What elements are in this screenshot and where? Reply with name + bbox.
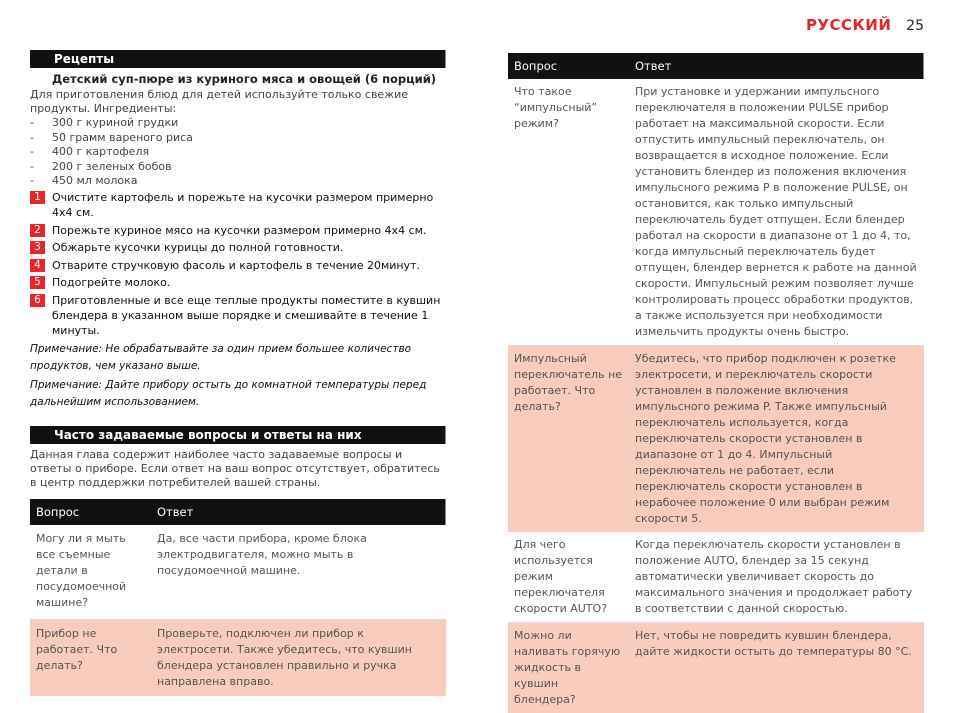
faq-table-left — [30, 499, 446, 696]
ingredient-item: - 400 г картофеля — [30, 145, 446, 159]
recipe-step: 5 Подогрейте молоко. — [30, 275, 446, 290]
step-number: 2 — [30, 224, 45, 237]
recipes-heading: Рецепты — [30, 50, 446, 68]
faq-header-row — [30, 499, 446, 525]
faq-answer: При установке и удержании импульсного переключателя в положении PULSE прибор работает на максимальной скорости. Если отпустить импульсный переключатель, он возвращается в исходное положение. Если установить блендер из положения включения импульсного режима P в положение PULSE, он остановится, как только импульсный переключатель будет отпущен. Если блендер работал на скорости в диапазоне от 1 до 4, то, когда импульсный переключатель будет отпущен, блендер вернется к работе на данной скорости. Импульсный режим позволяет лучше контролировать процесс обработки продуктов, а также используется при необходимости измельчить продукты очень быстро. — [629, 79, 924, 346]
faq-answer: Нет, чтобы не повредить кувшин блендера, дайте жидкости остыть до температуры 80 °C. — [629, 623, 924, 713]
ingredient-item: - 450 мл молока — [30, 174, 446, 188]
faq-question: Могу ли я мыть все съемные детали в посудомоечной машине? — [30, 525, 151, 620]
faq-row — [30, 525, 446, 620]
ingredient-item: - 300 г куриной грудки — [30, 116, 446, 130]
faq-header-row — [508, 53, 924, 79]
step-number: 1 — [30, 191, 45, 204]
recipe-step: 1 Очистите картофель и порежьте на кусочки размером примерно 4x4 см. — [30, 190, 446, 220]
recipe-step: 3 Обжарьте кусочки курицы до полной готовности. — [30, 240, 446, 255]
faq-answer: Когда переключатель скорости установлен в положение AUTO, блендер за 15 секунд автоматически увеличивает скорость до максимального значения и продолжает работу в соответствии с данной скоростью. — [629, 532, 924, 623]
answer-column-header: Ответ — [629, 53, 924, 79]
recipe-step: 2 Порежьте куриное мясо на кусочки размером примерно 4x4 см. — [30, 223, 446, 238]
faq-row — [30, 619, 446, 696]
step-number: 3 — [30, 241, 45, 254]
faq-question: Можно ли наливать горячую жидкость в кувшин блендера? — [508, 623, 629, 713]
faq-question: Прибор не работает. Что делать? — [30, 619, 151, 696]
faq-answer: Проверьте, подключен ли прибор к электросети. Также убедитесь, что кувшин блендера установлен правильно и ручка направлена вправо. — [151, 619, 446, 696]
faq-question: Для чего используется режим переключателя скорости AUTO? — [508, 532, 629, 623]
faq-answer: Убедитесь, что прибор подключен к розетке электросети, и переключатель скорости установлен в положение включения импульсного режима P. Также импульсный переключатель используется, когда переключатель скорости установлен в диапазоне от 1 до 4. Импульсный переключатель не работает, если переключатель скорости установлен в нерабочее положение 0 или выбран режим скорости 5. — [629, 346, 924, 533]
faq-heading: Часто задаваемые вопросы и ответы на них — [30, 426, 446, 444]
ingredient-item: - 200 г зеленых бобов — [30, 160, 446, 174]
faq-row — [508, 532, 924, 623]
faq-question: Импульсный переключатель не работает. Что делать? — [508, 346, 629, 533]
faq-table-right — [508, 53, 924, 713]
question-column-header: Вопрос — [30, 499, 151, 525]
recipe-step: 4 Отварите стручковую фасоль и картофель в течение 20минут. — [30, 258, 446, 273]
faq-question: Что такое “импульсный” режим? — [508, 79, 629, 346]
faq-intro: Данная глава содержит наиболее часто задаваемые вопросы и ответы о приборе. Если ответ на ваш вопрос отсутствует, обратитесь в центр поддержки потребителей вашей страны. — [30, 448, 446, 491]
faq-row — [508, 79, 924, 346]
page-header — [806, 16, 924, 34]
ingredient-item: - 50 грамм вареного риса — [30, 131, 446, 145]
page-number: 25 — [906, 18, 924, 34]
recipe-title: Детский суп-пюре из куриного мяса и овощей (6 порций) — [52, 72, 446, 86]
step-number: 6 — [30, 294, 45, 307]
step-number: 4 — [30, 259, 45, 272]
ingredients-list — [30, 116, 446, 188]
recipe-step: 6 Приготовленные и все еще теплые продукты поместите в кувшин блендера в указанном выше порядке и смешивайте в течение 1 минуты. — [30, 293, 446, 338]
recipe-intro: Для приготовления блюд для детей используйте только свежие продукты. Ингредиенты: — [30, 88, 446, 116]
answer-column-header: Ответ — [151, 499, 446, 525]
step-number: 5 — [30, 276, 45, 289]
recipe-steps — [30, 190, 446, 338]
faq-row — [508, 346, 924, 533]
question-column-header: Вопрос — [508, 53, 629, 79]
right-column — [508, 53, 924, 713]
note-quantity: Примечание: Не обрабатывайте за один прием большее количество продуктов, чем указано выше. — [30, 341, 446, 375]
note-cooling: Примечание: Дайте прибору остыть до комнатной температуры перед дальнейшим использованием. — [30, 377, 446, 411]
language-label: РУССКИЙ — [806, 16, 891, 34]
faq-answer: Да, все части прибора, кроме блока электродвигателя, можно мыть в посудомоечной машине. — [151, 525, 446, 620]
faq-row — [508, 623, 924, 713]
left-column — [30, 50, 446, 696]
